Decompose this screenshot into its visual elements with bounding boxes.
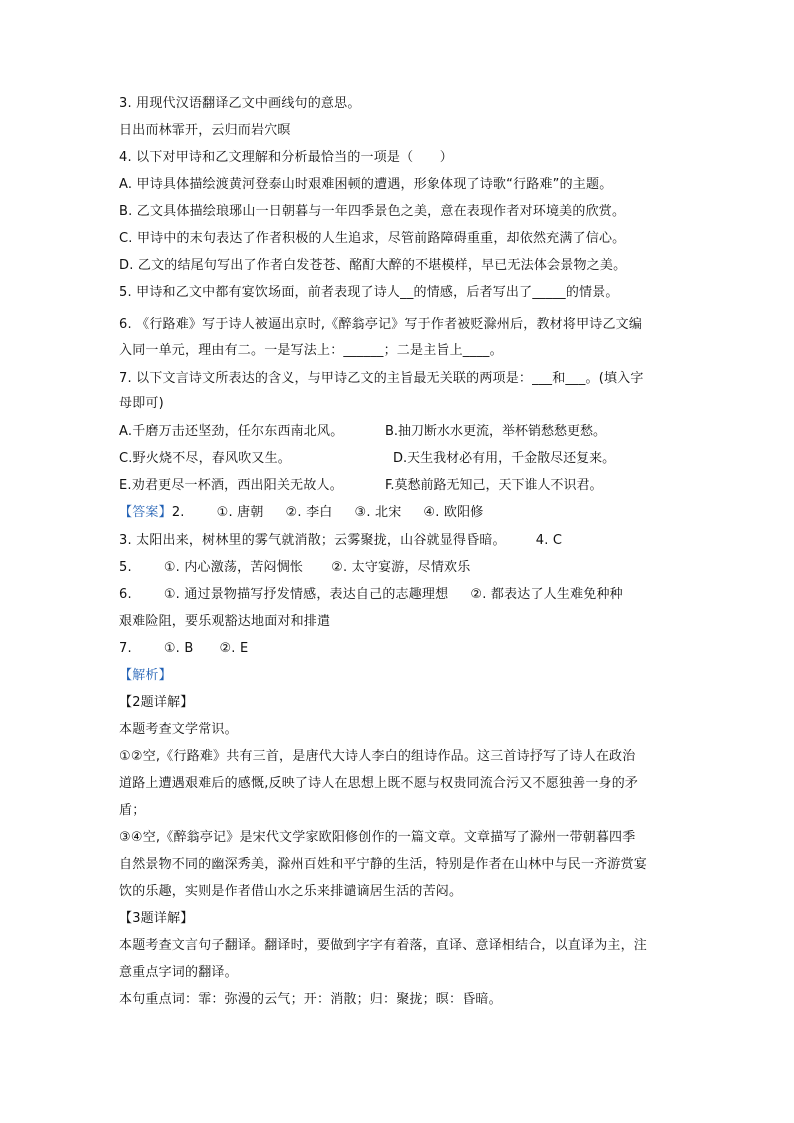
question-5: 5. 甲诗和乙文中都有宴饮场面，前者表现了诗人__的情感，后者写出了_____的情景。 [119, 285, 619, 300]
question-4-option-a: A. 甲诗具体描绘渡黄河登泰山时艰难困顿的遭遇，形象体现了诗歌“行路难”的主题。 [119, 177, 613, 192]
question-4-option-b: B. 乙文具体描绘琅琊山一日朝暮与一年四季景色之美，意在表现作者对环境美的欣赏。 [119, 204, 626, 219]
question-3: 3. 用现代汉语翻译乙文中画线句的意思。 [119, 96, 361, 111]
answer-5-number: 5. [119, 560, 132, 575]
question-7-line-1: 7. 以下文言诗文所表达的含义，与甲诗乙文的主旨最无关联的两项是：___和___。(填入字 [119, 371, 644, 386]
question-7-line-2: 母即可) [119, 396, 164, 411]
answer-4: 4. C [535, 533, 563, 548]
answer-2-part: ①. 唐朝 [216, 505, 264, 520]
question-6-line-2: 入同一单元，理由有二。一是写法上：______；二是主旨上____。 [119, 343, 503, 358]
question-7-option-e: E.劝君更尽一杯酒，西出阳关无故人。 [119, 478, 343, 493]
section-2-paragraph-2-line-1: ③④空,《醉翁亭记》是宋代文学家欧阳修创作的一篇文章。文章描写了滁州一带朝暮四季 [119, 830, 636, 845]
section-2-paragraph-1-line-1: ①②空,《行路难》共有三首，是唐代大诗人李白的组诗作品。这三首诗抒写了诗人在政治 [119, 749, 636, 764]
section-2-paragraph-1-line-3: 盾； [119, 803, 146, 818]
section-2-paragraph-2-line-3: 饮的乐趣，实则是作者借山水之乐来排谴谪居生活的苦闷。 [119, 884, 463, 899]
analysis-label: 【解析】 [119, 668, 172, 683]
answer-7-row [119, 639, 679, 659]
answer-2-number: 2. [171, 505, 185, 520]
answer-2-part: ④. 欧阳修 [423, 505, 484, 520]
question-4-option-d: D. 乙文的结尾句写出了作者白发苍苍、酩酊大醉的不堪模样，早已无法体会景物之美。 [119, 258, 627, 273]
answer-6-line-2: 艰难险阻，要乐观豁达地面对和排遣 [119, 614, 331, 629]
question-6-line-1: 6. 《行路难》写于诗人被逼出京时,《醉翁亭记》写于作者被贬滁州后，教材将甲诗乙文编 [119, 317, 643, 332]
section-2-heading: 【2题详解】 [119, 695, 194, 710]
answer-7-number: 7. [119, 641, 132, 656]
section-3-paragraph-1-line-2: 意重点字词的翻译。 [119, 965, 238, 980]
section-3-paragraph-2: 本句重点词：霏：弥漫的云气；开：消散；归：聚拢；暝：昏暗。 [119, 992, 502, 1007]
answer-label: 【答案】 [119, 505, 172, 520]
answer-3: 3. 太阳出来，树林里的雾气就消散；云雾聚拢，山谷就显得昏暗。 [119, 533, 506, 548]
answer-5-part: ①. 内心激荡，苦闷惆怅 [163, 560, 304, 575]
answer-3-row [119, 531, 679, 551]
answer-2-part: ③. 北宋 [354, 505, 402, 520]
question-7-option-d: D.天生我材必有用，千金散尽还复来。 [393, 451, 616, 466]
section-3-paragraph-1-line-1: 本题考查文言句子翻译。翻译时，要做到字字有着落，直译、意译相结合，以直译为主，注 [119, 938, 648, 953]
section-2-paragraph-2-line-2: 自然景物不同的幽深秀美，滁州百姓和平宁静的生活，特别是作者在山林中与民一齐游赏宴 [119, 857, 648, 872]
answer-7-part: ①. B [163, 641, 194, 656]
question-7-option-f: F.莫愁前路无知己，天下谁人不识君。 [385, 478, 603, 493]
question-7-option-c: C.野火烧不尽，春风吹又生。 [119, 451, 292, 466]
answer-5-part: ②. 太守宴游，尽情欢乐 [331, 560, 471, 575]
answer-7-part: ②. E [219, 641, 249, 656]
question-3-sentence: 日出而林霏开，云归而岩穴暝 [119, 123, 291, 138]
answer-5-row [119, 558, 679, 578]
question-4: 4. 以下对甲诗和乙文理解和分析最恰当的一项是（ ） [119, 150, 453, 165]
answer-6-number: 6. [119, 587, 132, 602]
answer-2-part: ②. 李白 [285, 505, 333, 520]
answer-6-part-2: ②. 都表达了人生难免种种 [470, 587, 623, 602]
section-2-intro: 本题考查文学常识。 [119, 722, 238, 737]
answer-2-row [119, 503, 679, 523]
answer-6-part-1: ①. 通过景物描写抒发情感，表达自己的志趣理想 [163, 587, 449, 602]
section-3-heading: 【3题详解】 [119, 911, 194, 926]
question-7-option-b: B.抽刀断水水更流，举杯销愁愁更愁。 [385, 424, 607, 439]
answer-6-row [119, 585, 679, 605]
question-4-option-c: C. 甲诗中的末句表达了作者积极的人生追求，尽管前路障碍重重，却依然充满了信心。 [119, 231, 626, 246]
question-7-option-a: A.千磨万击还坚劲，任尔东西南北风。 [119, 424, 344, 439]
section-2-paragraph-1-line-2: 道路上遭遇艰难后的感慨,反映了诗人在思想上既不愿与权贵同流合污又不愿独善一身的矛 [119, 776, 639, 791]
